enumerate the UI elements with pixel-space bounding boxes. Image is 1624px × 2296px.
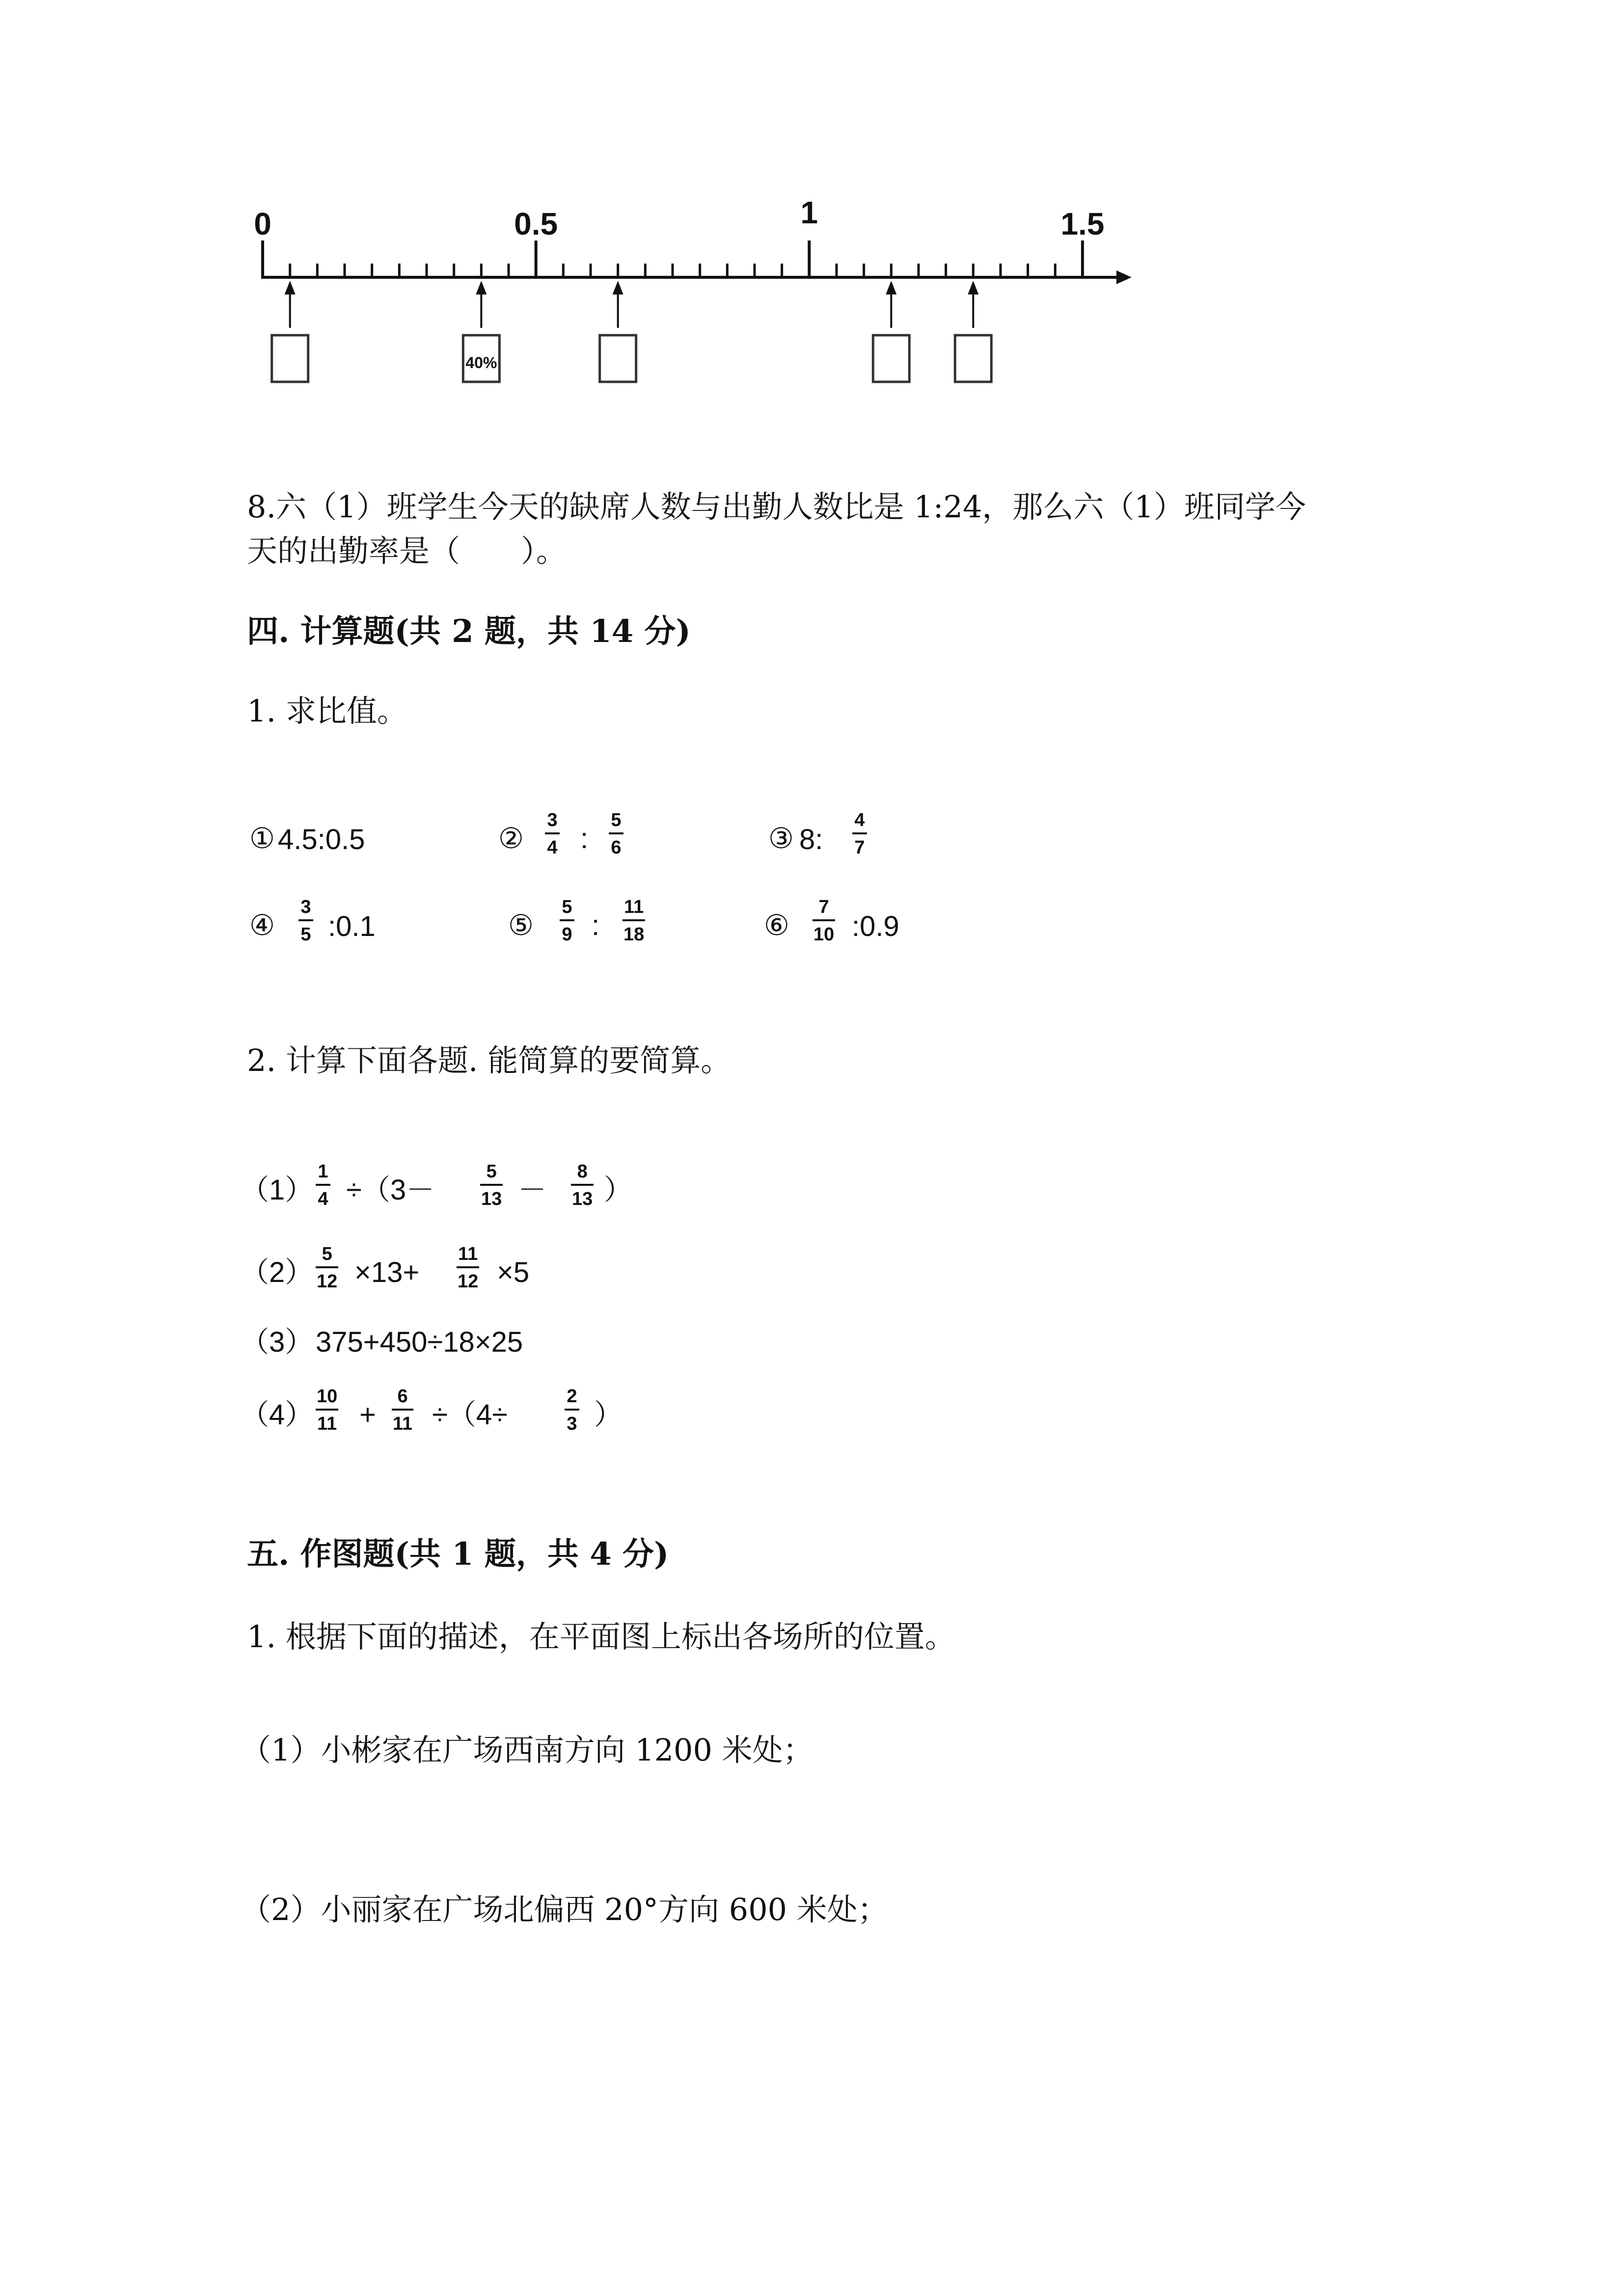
fraction: [316, 1162, 330, 1208]
answer-box: [955, 335, 991, 382]
numerator: 5: [322, 1244, 332, 1264]
tick-label: 0: [254, 206, 271, 241]
numerator: 2: [567, 1386, 577, 1407]
denominator: 4: [547, 837, 558, 858]
item-marker: ⑤: [508, 909, 534, 941]
s5-q1-statement-2: （2）小丽家在广场北偏西 20°方向 600 米处；: [241, 1892, 888, 1927]
fraction: [316, 1387, 338, 1433]
numerator: 7: [818, 897, 829, 917]
expression-text: ×5: [497, 1256, 530, 1288]
tick-label: 1.5: [1060, 206, 1105, 241]
denominator: 12: [458, 1271, 479, 1292]
number-line-pointers: [285, 281, 979, 328]
number-line-ticks: [263, 240, 1083, 277]
item-marker: ⑥: [764, 909, 789, 941]
expression-label: （3）: [241, 1326, 314, 1358]
expression-label: （4）: [241, 1399, 314, 1431]
pointer-arrow-head: [886, 281, 896, 294]
expression-text: +: [359, 1399, 376, 1431]
fraction: [298, 898, 313, 944]
fraction: [480, 1162, 503, 1208]
answer-box: [600, 335, 636, 382]
denominator: 11: [393, 1414, 413, 1434]
expression-text: ÷（3－: [346, 1174, 435, 1206]
s5-q1-statement-1: （1）小彬家在广场西南方向 1200 米处；: [241, 1732, 813, 1768]
ratio-expression: 4.5:0.5: [278, 824, 365, 855]
tick-label: 0.5: [514, 206, 558, 241]
expression-label: （1）: [241, 1174, 314, 1206]
numerator: 3: [547, 810, 558, 830]
denominator: 12: [317, 1271, 338, 1292]
pointer-arrow-head: [285, 281, 296, 294]
ratio-suffix: :0.1: [328, 910, 376, 942]
answer-box-label: 40%: [465, 354, 497, 372]
denominator: 7: [854, 837, 865, 858]
item-marker: ①: [249, 823, 275, 854]
numerator: 11: [624, 897, 644, 917]
fraction: [852, 811, 867, 857]
number-line-arrowhead: [1116, 270, 1132, 284]
fraction: [392, 1387, 413, 1433]
denominator: 4: [318, 1189, 328, 1209]
tick-label: 1: [800, 195, 818, 230]
number-line-tick-labels: [254, 195, 1104, 241]
numerator: 3: [300, 897, 311, 917]
answer-box: [272, 335, 308, 382]
fraction: [457, 1245, 479, 1291]
numerator: 11: [458, 1244, 478, 1264]
numerator: 6: [397, 1386, 408, 1407]
ratio-colon: :: [580, 823, 589, 854]
expression-text: 375+450÷18×25: [316, 1326, 523, 1358]
ratio-colon: :: [592, 909, 600, 941]
q8-line1: 8.六（1）班学生今天的缺席人数与出勤人数比是 1:24，那么六（1）班同学今: [247, 489, 1306, 525]
section5-title: 五. 作图题(共 1 题，共 4 分): [247, 1536, 669, 1573]
s5-q1-title: 1. 根据下面的描述，在平面图上标出各场所的位置。: [247, 1619, 955, 1655]
q8-line2: 天的出勤率是（ ）。: [247, 533, 567, 569]
expression-label: （2）: [241, 1256, 314, 1288]
item-marker: ②: [498, 823, 524, 854]
denominator: 6: [611, 837, 622, 858]
numerator: 10: [317, 1386, 338, 1407]
pointer-arrow-head: [476, 281, 487, 294]
numerator: 8: [577, 1161, 588, 1182]
numerator: 5: [562, 897, 572, 917]
numerator: 5: [611, 810, 622, 830]
fraction: [812, 898, 835, 944]
fraction: [565, 1387, 579, 1433]
denominator: 10: [813, 924, 835, 945]
ratio-prefix: 8:: [799, 824, 823, 855]
denominator: 18: [623, 924, 645, 945]
denominator: 13: [572, 1189, 593, 1209]
pointer-arrow-head: [613, 281, 623, 294]
number-line-answer-boxes: [272, 335, 992, 382]
s4-q2-title: 2. 计算下面各题. 能简算的要简算。: [247, 1042, 731, 1078]
answer-box: [873, 335, 909, 382]
numerator: 1: [318, 1161, 328, 1182]
ratio-suffix: :0.9: [852, 910, 899, 942]
s4-q1-title: 1. 求比值。: [247, 693, 407, 729]
item-marker: ③: [768, 823, 794, 854]
fraction: [545, 811, 560, 857]
expression-text: ÷（4÷: [432, 1399, 508, 1431]
numerator: 5: [486, 1161, 497, 1182]
fraction: [609, 811, 623, 857]
expression-text: ×13+: [354, 1256, 420, 1288]
expression-text: －: [518, 1174, 547, 1206]
denominator: 9: [562, 924, 572, 945]
pointer-arrow-head: [968, 281, 978, 294]
denominator: 3: [567, 1414, 577, 1434]
fraction: [571, 1162, 594, 1208]
fraction: [316, 1245, 338, 1291]
numerator: 4: [854, 810, 865, 830]
denominator: 13: [481, 1189, 502, 1209]
fraction: [623, 898, 645, 944]
number-line-figure: [0, 0, 1624, 422]
fraction: [560, 898, 574, 944]
expression-text: ）: [604, 1174, 633, 1206]
section4-title: 四. 计算题(共 2 题，共 14 分): [247, 613, 691, 650]
denominator: 11: [317, 1414, 337, 1434]
item-marker: ④: [249, 909, 275, 941]
denominator: 5: [300, 924, 311, 945]
expression-text: ）: [594, 1399, 623, 1431]
